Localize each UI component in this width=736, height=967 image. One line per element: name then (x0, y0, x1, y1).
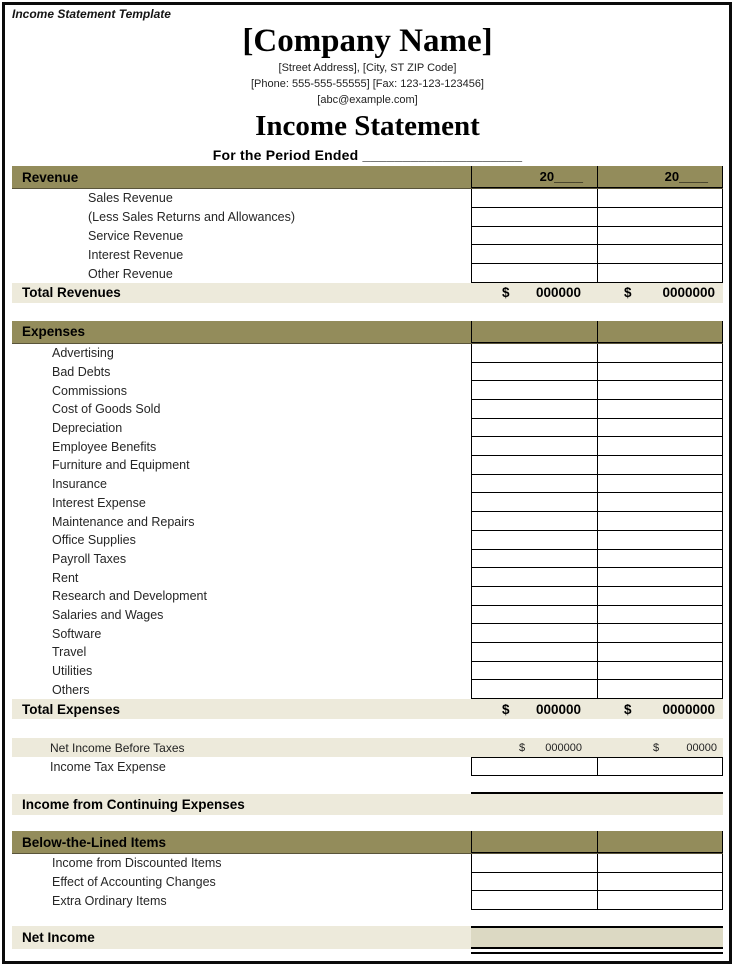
amount-cell-year2[interactable] (597, 456, 723, 475)
line-item-row (12, 512, 723, 531)
line-item-row (12, 245, 723, 264)
amount-cell-year1[interactable] (471, 381, 597, 400)
line-item-row (12, 189, 723, 208)
amount-cell-year1[interactable] (471, 264, 597, 283)
line-item-row (12, 606, 723, 625)
line-item-label: Effect of Accounting Changes (52, 875, 216, 890)
amount-cell-year2[interactable] (597, 400, 723, 419)
sum-line-spacer (12, 776, 723, 794)
line-item-label: Depreciation (52, 421, 123, 436)
amount-cell-year1[interactable] (471, 437, 597, 456)
double-underline-rule (471, 952, 723, 954)
line-item-row (12, 568, 723, 587)
amount-cell-year1[interactable] (471, 891, 597, 910)
amount-cell-year2[interactable] (597, 227, 723, 246)
line-item-label: Commissions (52, 383, 128, 398)
amount-cell-year2[interactable] (597, 550, 723, 569)
income-continuing-label: Income from Continuing Expenses (22, 797, 245, 813)
line-item-label: Sales Revenue (88, 191, 173, 206)
amount-cell-year2[interactable] (597, 264, 723, 283)
year1-header-cell (471, 831, 597, 853)
nibt-year2 (597, 738, 723, 757)
template-title: Income Statement Template (12, 7, 171, 21)
net-income-label: Net Income (22, 930, 95, 946)
amount-cell-year1[interactable] (471, 475, 597, 494)
revenue-section-header (12, 166, 723, 189)
amount-cell-year2[interactable] (597, 568, 723, 587)
line-item-label: Office Supplies (52, 533, 136, 548)
amount-cell-year1[interactable] (471, 456, 597, 475)
year2-header-cell (597, 321, 723, 343)
amount-cell-year1[interactable] (471, 757, 597, 776)
amount-value: 0000000 (662, 701, 715, 717)
amount-value: 000000 (545, 741, 582, 754)
line-item-row (12, 475, 723, 494)
amount-cell-year2[interactable] (597, 363, 723, 382)
line-item-label: Maintenance and Repairs (52, 514, 195, 529)
amount-cell-year2[interactable] (597, 419, 723, 438)
line-item-row (12, 680, 723, 699)
line-item-row (12, 400, 723, 419)
amount-cell-year1[interactable] (471, 624, 597, 643)
line-item-row (12, 587, 723, 606)
total-expenses-year1 (471, 699, 597, 719)
amount-value: 00000 (686, 741, 717, 754)
total-expenses-label: Total Expenses (22, 701, 121, 717)
net-income-before-taxes-label: Net Income Before Taxes (50, 740, 185, 755)
line-item-row (12, 381, 723, 400)
amount-cell-year2[interactable] (597, 245, 723, 264)
amount-cell-year1[interactable] (471, 493, 597, 512)
amount-cell-year2[interactable] (597, 189, 723, 208)
period-ended-line: For the Period Ended ____________________ (212, 147, 523, 163)
amount-cell-year2[interactable] (597, 587, 723, 606)
amount-cell-year2[interactable] (597, 624, 723, 643)
section-spacer (12, 719, 723, 738)
net-income-amount-area (471, 926, 723, 949)
amount-cell-year2[interactable] (597, 381, 723, 400)
line-item-label: Bad Debts (52, 365, 111, 380)
section-spacer (12, 910, 723, 926)
amount-cell-year2[interactable] (597, 662, 723, 681)
amount-cell-year1[interactable] (471, 344, 597, 363)
amount-cell-year1[interactable] (471, 680, 597, 699)
amount-value: 000000 (535, 285, 581, 301)
currency-symbol: $ (502, 701, 510, 717)
amount-cell-year2[interactable] (597, 757, 723, 776)
total-expenses-year2 (597, 699, 723, 719)
amount-cell-year2[interactable] (597, 493, 723, 512)
total-revenues-year1 (471, 283, 597, 303)
line-item-row (12, 662, 723, 681)
income-tax-expense-row (12, 757, 723, 776)
currency-symbol: $ (624, 285, 632, 301)
line-item-label: Income from Discounted Items (52, 856, 222, 871)
line-item-row (12, 643, 723, 662)
currency-symbol: $ (624, 701, 632, 717)
amount-cell-year1[interactable] (471, 854, 597, 873)
section-spacer (12, 303, 723, 321)
line-item-row (12, 208, 723, 227)
year1-header-cell[interactable]: 20____ (471, 166, 597, 188)
below-line-section-header (12, 831, 723, 854)
section-spacer (12, 815, 723, 831)
amount-cell-year2[interactable] (597, 891, 723, 910)
amount-value: 000000 (535, 701, 581, 717)
amount-cell-year1[interactable] (471, 227, 597, 246)
address-line: [Street Address], [City, ST ZIP Code] (278, 62, 457, 74)
line-item-label: Service Revenue (88, 228, 184, 243)
line-item-label: Other Revenue (88, 266, 173, 281)
amount-cell-year2[interactable] (597, 475, 723, 494)
amount-cell-year1[interactable] (471, 531, 597, 550)
total-expenses-row (12, 699, 723, 719)
below-line-section-title: Below-the-Lined Items (22, 834, 167, 850)
line-item-row (12, 493, 723, 512)
year2-header-cell[interactable]: 20____ (597, 166, 723, 188)
company-name: [Company Name] (242, 23, 493, 59)
line-item-label: Software (52, 626, 102, 641)
line-item-label: Advertising (52, 346, 114, 361)
amount-cell-year1[interactable] (471, 550, 597, 569)
line-item-row (12, 344, 723, 363)
line-item-row (12, 363, 723, 382)
nibt-year1 (471, 738, 597, 757)
amount-cell-year2[interactable] (597, 208, 723, 227)
line-item-label: Utilities (52, 664, 93, 679)
expenses-section-title: Expenses (22, 324, 86, 340)
amount-cell-year2[interactable] (597, 606, 723, 625)
line-item-label: Employee Benefits (52, 439, 157, 454)
line-item-row (12, 437, 723, 456)
amount-cell-year1[interactable] (471, 208, 597, 227)
year1-header-cell (471, 321, 597, 343)
line-item-label: Payroll Taxes (52, 551, 127, 566)
line-item-row (12, 873, 723, 892)
revenue-section-title: Revenue (22, 169, 79, 185)
income-continuing-row (12, 794, 723, 815)
amount-cell-year2[interactable] (597, 531, 723, 550)
line-item-label: Travel (52, 645, 87, 660)
line-item-label: Others (52, 682, 90, 697)
line-item-label: (Less Sales Returns and Allowances) (88, 210, 296, 225)
amount-cell-year1[interactable] (471, 873, 597, 892)
net-income-before-taxes-row (12, 738, 723, 757)
net-income-row (12, 926, 723, 949)
line-item-row (12, 550, 723, 569)
amount-value: 0000000 (662, 285, 715, 301)
line-item-label: Furniture and Equipment (52, 458, 190, 473)
amount-cell-year1[interactable] (471, 419, 597, 438)
line-item-label: Cost of Goods Sold (52, 402, 161, 417)
line-item-label: Interest Revenue (88, 247, 184, 262)
amount-cell-year1[interactable] (471, 587, 597, 606)
amount-cell-year1[interactable] (471, 512, 597, 531)
amount-cell-year2[interactable] (597, 643, 723, 662)
line-item-label: Rent (52, 570, 79, 585)
amount-cell-year2[interactable] (597, 512, 723, 531)
document-title: Income Statement (255, 110, 480, 142)
income-tax-expense-label: Income Tax Expense (50, 759, 166, 774)
amount-cell-year2[interactable] (597, 680, 723, 699)
amount-cell-year1[interactable] (471, 643, 597, 662)
amount-cell-year2[interactable] (597, 873, 723, 892)
expenses-section-header (12, 321, 723, 344)
year2-header-cell (597, 831, 723, 853)
line-item-row (12, 419, 723, 438)
line-item-row (12, 891, 723, 910)
line-item-row (12, 264, 723, 283)
amount-cell-year2[interactable] (597, 437, 723, 456)
total-revenues-row (12, 283, 723, 303)
amount-cell-year1[interactable] (471, 189, 597, 208)
line-item-row (12, 227, 723, 246)
amount-cell-year1[interactable] (471, 568, 597, 587)
email-line: [abc@example.com] (317, 94, 418, 106)
total-revenues-year2 (597, 283, 723, 303)
amount-cell-year2[interactable] (597, 854, 723, 873)
line-item-row (12, 531, 723, 550)
currency-symbol: $ (653, 741, 660, 754)
line-item-label: Interest Expense (52, 495, 146, 510)
amount-cell-year1[interactable] (471, 363, 597, 382)
line-item-label: Extra Ordinary Items (52, 893, 167, 908)
amount-cell-year1[interactable] (471, 245, 597, 264)
currency-symbol: $ (519, 741, 526, 754)
line-item-label: Salaries and Wages (52, 607, 164, 622)
page-border-frame (2, 2, 732, 964)
line-item-label: Insurance (52, 477, 107, 492)
amount-cell-year1[interactable] (471, 662, 597, 681)
amount-cell-year1[interactable] (471, 400, 597, 419)
line-item-row (12, 854, 723, 873)
amount-cell-year1[interactable] (471, 606, 597, 625)
line-item-row (12, 456, 723, 475)
line-item-row (12, 624, 723, 643)
currency-symbol: $ (502, 285, 510, 301)
amount-cell-year2[interactable] (597, 344, 723, 363)
phone-fax-line: [Phone: 555-555-55555] [Fax: 123-123-123456] (250, 78, 484, 90)
total-revenues-label: Total Revenues (22, 285, 121, 301)
line-item-label: Research and Development (52, 589, 207, 604)
